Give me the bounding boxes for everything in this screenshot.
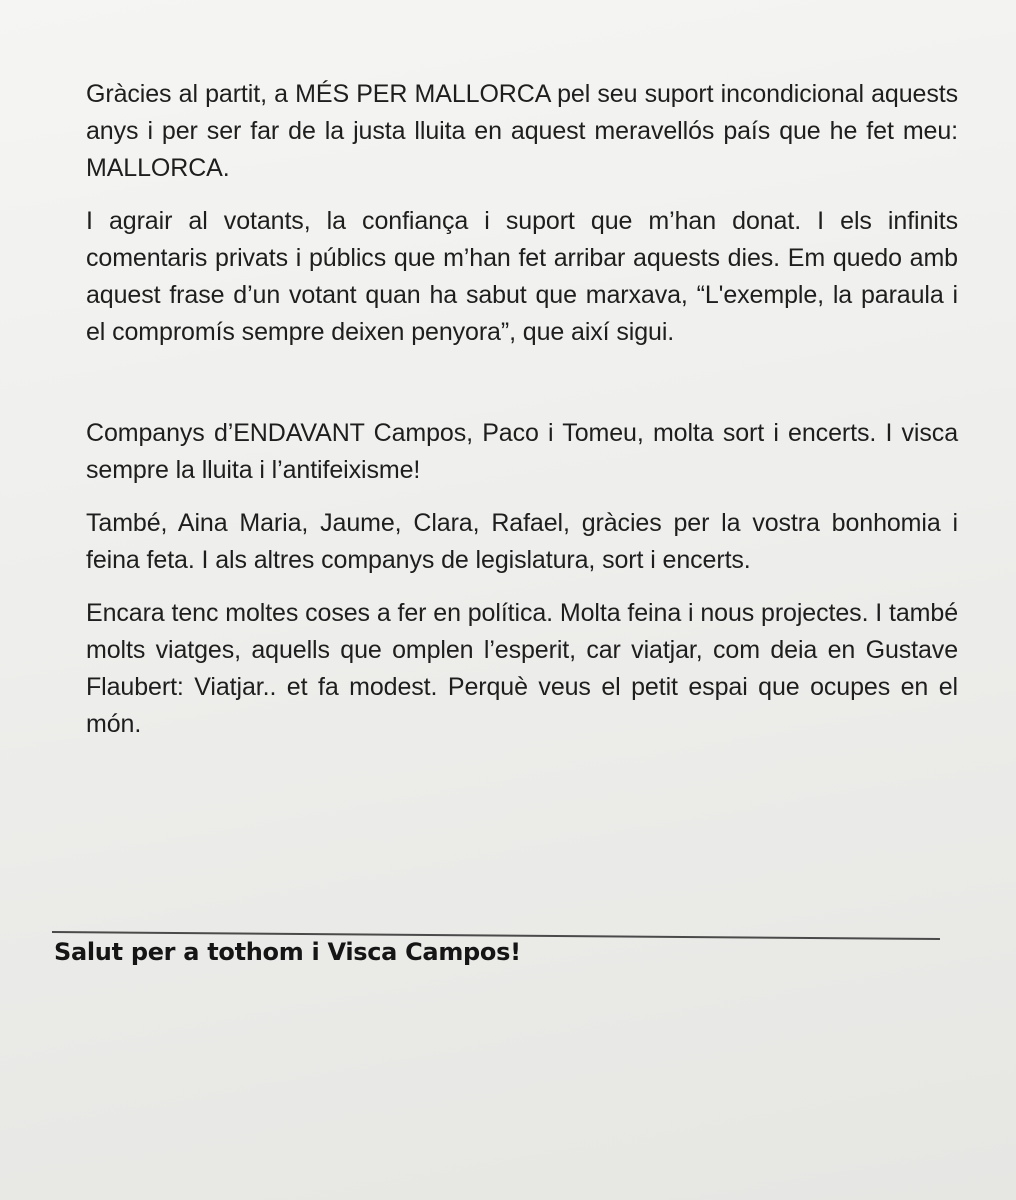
closing-salutation: Salut per a tothom i Visca Campos! (54, 938, 521, 966)
paragraph-colleagues: També, Aina Maria, Jaume, Clara, Rafael, gràcies per la vostra bonhomia i feina feta. I als altres companys de legislatura, sort i encerts. (86, 509, 958, 574)
paragraph-endavant-companions: Companys d’ENDAVANT Campos, Paco i Tomeu, molta sort i encerts. I visca sempre la lluita i l’antifeixisme! (86, 419, 958, 484)
paragraph-future-plans: Encara tenc moltes coses a fer en política. Molta feina i nous projectes. I també molts viatges, aquells que omplen l’esperit, car viatjar, com deia en Gustave Flaubert: Viatjar.. et fa modest. Perquè veus el petit espai que ocupes en el món. (86, 599, 958, 738)
letter-body (86, 76, 958, 759)
paragraph-thanks-voters: I agrair al votants, la confiança i suport que m’han donat. I els infinits comentaris privats i públics que m’han fet arribar aquests dies. Em quedo amb aquest frase d’un votant quan ha sabut que marxava, “L'exemple, la paraula i el compromís sempre deixen penyora”, que així sigui. (86, 207, 958, 346)
paragraph-thanks-party: Gràcies al partit, a MÉS PER MALLORCA pel seu suport incondicional aquests anys i per ser far de la justa lluita en aquest meravellós país que he fet meu: MALLORCA. (86, 80, 958, 182)
